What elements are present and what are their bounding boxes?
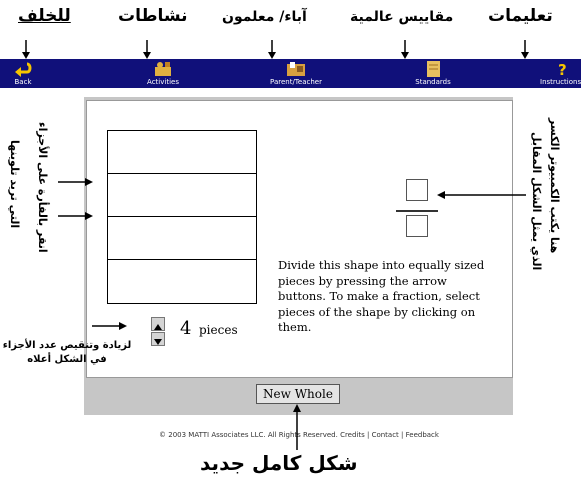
annotation-standards: مقاييس عالمية [350,9,454,25]
pointer-arrow-icon [267,40,277,60]
footer-copyright: © 2003 MATTI Associates LLC. All Rights Reserved. Credits | Contact | Feedback [159,431,439,439]
annotation-activities: نشاطات [118,6,188,26]
fraction-shape [107,130,257,304]
annotation-parent-teacher: آباء/ معلمون [222,9,307,25]
pointer-arrow-icon [292,404,302,450]
pointer-arrow-icon [92,321,128,331]
pieces-count: 4 [180,318,192,339]
annotation-new-whole: شكل كامل جديد [200,451,358,475]
annotation-click-pieces: انقر بالفأرة على الأجزاء [36,122,49,253]
annotation-represents-shape: الذي يمثل الشكل المقابل [530,132,543,271]
shape-piece[interactable] [108,217,256,260]
svg-text:?: ? [558,61,567,77]
pieces-stepper [151,317,165,347]
pointer-arrow-icon [58,177,94,187]
back-button[interactable]: Back [8,59,38,88]
annotation-stepper-line1: لزيادة وتنقيص عدد الأجزاء [2,340,132,351]
annotation-computer-writes: هنا يكتب الكمبيوتر الكسر [548,118,561,254]
fraction-numerator-box [406,179,428,201]
standards-icon [423,61,443,77]
pointer-arrow-icon [400,40,410,60]
annotation-stepper-line2: في الشكل أعلاه [27,354,107,365]
question-icon [552,61,572,77]
activity-instructions: Divide this shape into equally sized pieces by pressing the arrow buttons. To make a fraction, select pieces of the shape by clicking on them. [278,258,485,334]
parent-teacher-icon [286,61,306,77]
pointer-arrow-icon [21,40,31,60]
activities-button[interactable]: Activities [140,59,186,88]
fraction-bar [396,210,438,212]
instructions-button[interactable]: ? Instructions [540,61,581,86]
activities-icon [153,61,173,77]
annotation-pieces-to-color: التي تريد تلوينها [8,140,21,229]
pointer-arrow-icon [436,190,526,200]
annotation-instructions: تعليمات [488,6,553,26]
pointer-arrow-icon [58,211,94,221]
shape-piece[interactable] [108,131,256,174]
shape-piece[interactable] [108,174,256,217]
new-whole-button[interactable]: New Whole [256,384,340,404]
parent-teacher-button[interactable]: Parent/Teacher [266,59,326,88]
pieces-unit-label: pieces [199,323,238,337]
standards-button[interactable]: Standards [410,59,456,88]
pointer-arrow-icon [142,40,152,60]
decrease-button[interactable] [151,332,165,346]
pointer-arrow-icon [520,40,530,60]
increase-button[interactable] [151,317,165,331]
back-arrow-icon [13,61,33,77]
fraction-denominator-box [406,215,428,237]
shape-piece[interactable] [108,260,256,303]
navbar [0,59,581,88]
annotation-back: للخلف [18,6,71,26]
arrow-down-icon [152,336,164,348]
